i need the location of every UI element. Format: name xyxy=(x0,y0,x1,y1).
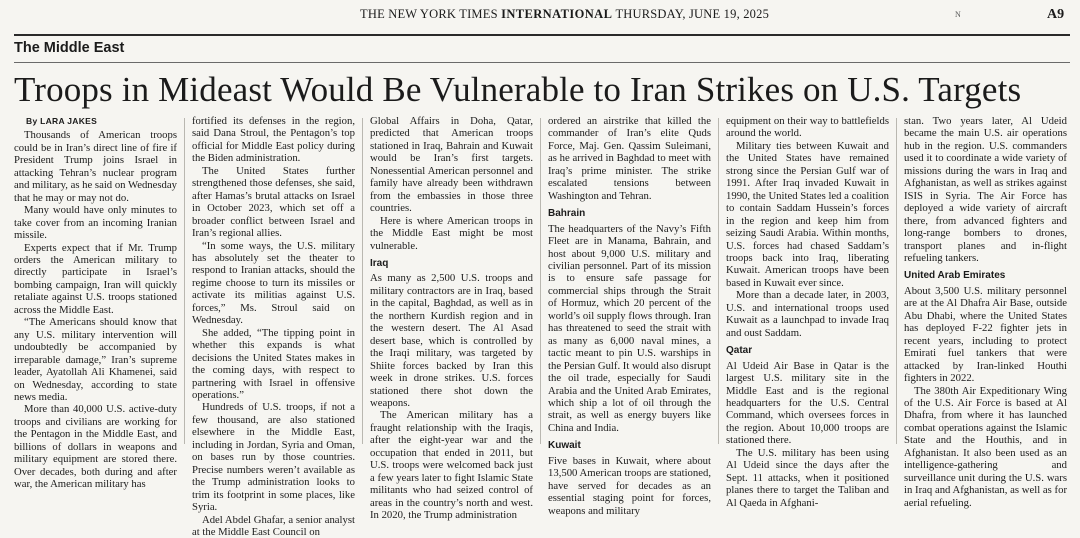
paragraph: Experts expect that if Mr. Trump orders the American military to directly participate in Israel’s bombing campaign, Iran will quickly retaliate against U.S. troops stationed across the Middle East. xyxy=(14,242,177,317)
paragraph: The American military has a fraught relationship with the Iraqis, after the eight-year war and the occupation that ended in 2011, but U.S. troops were welcomed back just a few years later to fight Islamic State militants who had seized control of areas in the country’s north and west. In 2020, the Trump administration xyxy=(370,409,533,521)
paragraph: Adel Abdel Ghafar, a senior analyst at the Middle East Council on xyxy=(192,514,355,538)
byline: By LARA JAKES xyxy=(26,115,177,127)
paragraph: The 380th Air Expeditionary Wing of the U.S. Air Force is based at Al Dhafra, from where it has launched combat operations against the Islamic State and the Houthis, and in Afghanistan. It also been used as an intelligence-gathering and surveillance unit during the U.S. wars in Iraq and Afghanistan, as well as for aerial refueling. xyxy=(904,385,1067,510)
masthead xyxy=(0,4,1080,24)
paragraph: equipment on their way to battlefields around the world. xyxy=(726,115,889,140)
paragraph: ordered an airstrike that killed the commander of Iran’s elite Quds Force, Maj. Gen. Qassim Suleimani, as he arrived in Baghdad to meet with Iraq’s prime minister. The strike escalated tensions between Washington and Tehran. xyxy=(548,115,711,202)
paragraph: The headquarters of the Navy’s Fifth Fleet are in Manama, Bahrain, and host about 9,000 U.S. military and civilian personnel. Part of its mission is to ensure safe passage for commercial ships through the Strait of Hormuz, which 20 percent of the world’s oil supply flows through. Iran has threatened to seed the strait with as many as 6,000 naval mines, a tactic meant to pin U.S. warships in the Persian Gulf. It would also disrupt the oil trade, especially for Saudi Arabia and the United Arab Emirates, which ship a lot of oil through the strait, as well as energy buyers like China and India. xyxy=(548,223,711,435)
subhead: Kuwait xyxy=(548,440,711,452)
column-divider xyxy=(718,118,719,444)
paper-name: THE NEW YORK TIMES xyxy=(360,7,498,21)
headline: Troops in Mideast Would Be Vulnerable to Iran Strikes on U.S. Targets xyxy=(14,70,1070,110)
paragraph: Global Affairs in Doha, Qatar, predicted that American troops stationed in Iraq, Bahrain and Kuwait would be Iran’s first targets. Nonessential American personnel and family have already been withdrawn from the embassies in those three countries. xyxy=(370,115,533,215)
paragraph: As many as 2,500 U.S. troops and military contractors are in Iraq, based in the capital, Baghdad, as well as in the northern Kurdish region and in the western desert. The Al Asad desert base, which is controlled by the Iraqi military, was targeted by Shiite forces backed by Iran this week in drone strikes. U.S. forces stationed there shot down the weapons. xyxy=(370,272,533,409)
paragraph: Many would have only minutes to take cover from an incoming Iranian missile. xyxy=(14,204,177,241)
article-column-3 xyxy=(370,115,533,448)
section-label: The Middle East xyxy=(14,40,124,56)
paragraph: The U.S. military has been using Al Udeid since the days after the Sept. 11 attacks, when it positioned planes there to target the Taliban and Al Qaeda in Afghani- xyxy=(726,447,889,509)
column-divider xyxy=(184,118,185,444)
page-number: A9 xyxy=(1047,7,1064,23)
paragraph: The United States further strengthened those defenses, she said, after Hamas’s brutal attacks on Israel in October 2023, which set off a broader conflict between Israel and Iran’s regional allies. xyxy=(192,165,355,240)
subhead: Iraq xyxy=(370,258,533,270)
edition-name: INTERNATIONAL xyxy=(501,7,612,21)
paragraph: Hundreds of U.S. troops, if not a few thousand, are also stationed elsewhere in the Middle East, including in Jordan, Syria and Oman, on bases run by those countries. Precise numbers weren’t available as the Trump administration looks to trim its footprint in some places, like Syria. xyxy=(192,401,355,513)
section-rule-top xyxy=(14,34,1070,36)
paragraph: More than 40,000 U.S. active-duty troops and civilians are working for the Pentagon in the Middle East, and billions of dollars in weapons and military equipment are stored there. Over decades, both during and after war, the American military has xyxy=(14,403,177,490)
subhead: Bahrain xyxy=(548,208,711,220)
article-column-4 xyxy=(548,115,711,448)
article-column-6 xyxy=(904,115,1067,448)
column-divider xyxy=(540,118,541,444)
issue-date: THURSDAY, JUNE 19, 2025 xyxy=(615,7,769,21)
paragraph: About 3,500 U.S. military personnel are at the Al Dhafra Air Base, outside Abu Dhabi, where the United States has deployed F-22 fighter jets in recent years, including to protect Emirati fuel tankers that were attacked by Iran-linked Houthi fighters in 2022. xyxy=(904,285,1067,385)
registration-mark: N xyxy=(955,10,961,19)
subhead: United Arab Emirates xyxy=(904,270,1067,282)
paragraph: More than a decade later, in 2003, U.S. and international troops used Kuwait as a launchpad to invade Iraq and oust Saddam. xyxy=(726,289,889,339)
paragraph: Five bases in Kuwait, where about 13,500 American troops are stationed, have served for decades as an essential staging point for forces, weapons and military xyxy=(548,455,711,517)
paragraph: She added, “The tipping point in whether this expands is what decisions the United States makes in the coming days, with respect to partnering with Israel in offensive operations.” xyxy=(192,327,355,402)
masthead-line xyxy=(360,7,769,22)
article-column-1 xyxy=(14,115,177,448)
paragraph: Here is where American troops in the Middle East might be most vulnerable. xyxy=(370,215,533,252)
section-rule-bottom xyxy=(14,62,1070,63)
paragraph: “The Americans should know that any U.S. military intervention will undoubtedly be accompanied by irreparable damage,” Iran’s supreme leader, Ayatollah Ali Khamenei, said on Wednesday, according to state news media. xyxy=(14,316,177,403)
paragraph: “In some ways, the U.S. military has absolutely set the theater to respond to Iranian attacks, should the regime choose to turn its missiles or activate its militias against U.S. forces,” Ms. Stroul said on Wednesday. xyxy=(192,240,355,327)
column-divider xyxy=(362,118,363,444)
subhead: Qatar xyxy=(726,345,889,357)
column-divider xyxy=(896,118,897,444)
paragraph: Military ties between Kuwait and the United States have remained strong since the Persian Gulf war of 1991. After Iraq invaded Kuwait in 1990, the United States led a coalition to contain Saddam Hussein’s forces in the region and keep him from seizing Saudi Arabia. Within months, U.S. forces had chased Saddam’s troops back into Iraq, liberating Kuwait. American troops have been based in Kuwait ever since. xyxy=(726,140,889,289)
paragraph: Thousands of American troops could be in Iran’s direct line of fire if President Trump joins Israel in attacking Tehran’s nuclear program and military, as he said on Wednesday that he may or may not do. xyxy=(14,129,177,204)
paragraph: stan. Two years later, Al Udeid became the main U.S. air operations hub in the region. U.S. commanders used it to coordinate a wide variety of missions during the wars in Iraq and Afghanistan, as well as strikes against ISIS in Syria. The Air Force has deployed a wide variety of aircraft there, from advanced fighters and long-range bombers to drones, transport planes and in-flight refueling tankers. xyxy=(904,115,1067,264)
paragraph: fortified its defenses in the region, said Dana Stroul, the Pentagon’s top official for Middle East policy during the Biden administration. xyxy=(192,115,355,165)
article-column-5 xyxy=(726,115,889,448)
article-column-2 xyxy=(192,115,355,448)
paragraph: Al Udeid Air Base in Qatar is the largest U.S. military site in the Middle East and is the regional headquarters for the U.S. Central Command, which oversees forces in the region. About 10,000 troops are stationed there. xyxy=(726,360,889,447)
